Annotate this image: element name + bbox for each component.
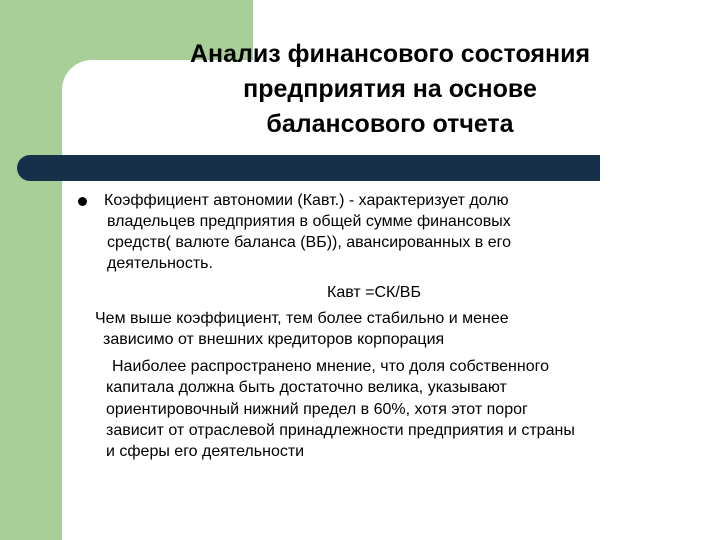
formula: Кавт =СК/ВБ: [327, 284, 421, 301]
paragraph-line: Наиболее распространено мнение, что доля собственного: [112, 358, 549, 375]
title-line: балансового отчета: [266, 110, 514, 138]
paragraph-line: Чем выше коэффициент, тем более стабильно и менее: [95, 310, 509, 327]
title-divider-bar: [17, 155, 600, 181]
bullet-icon: [78, 197, 87, 206]
title-line: Анализ финансового состояния: [189, 40, 591, 68]
bullet-line: владельцев предприятия в общей сумме финансовых: [107, 213, 511, 230]
title-line: предприятия на основе: [243, 75, 537, 103]
paragraph-line: и сферы его деятельности: [106, 443, 305, 460]
paragraph-line: капитала должна быть достаточно велика, указывают: [106, 379, 507, 396]
paragraph-line: ориентировочный нижний предел в 60%, хотя этот порог: [106, 401, 528, 418]
paragraph-line: зависимо от внешних кредиторов корпорация: [103, 331, 445, 348]
slide-title: [100, 37, 680, 142]
bullet-line: деятельность.: [107, 255, 213, 272]
paragraph-line: зависит от отраслевой принадлежности предприятия и страны: [106, 422, 575, 439]
bullet-line: Коэффициент автономии (Кавт.) - характеризует долю: [104, 192, 509, 209]
bullet-line: средств( валюте баланса (ВБ)), авансированных в его: [107, 234, 511, 251]
